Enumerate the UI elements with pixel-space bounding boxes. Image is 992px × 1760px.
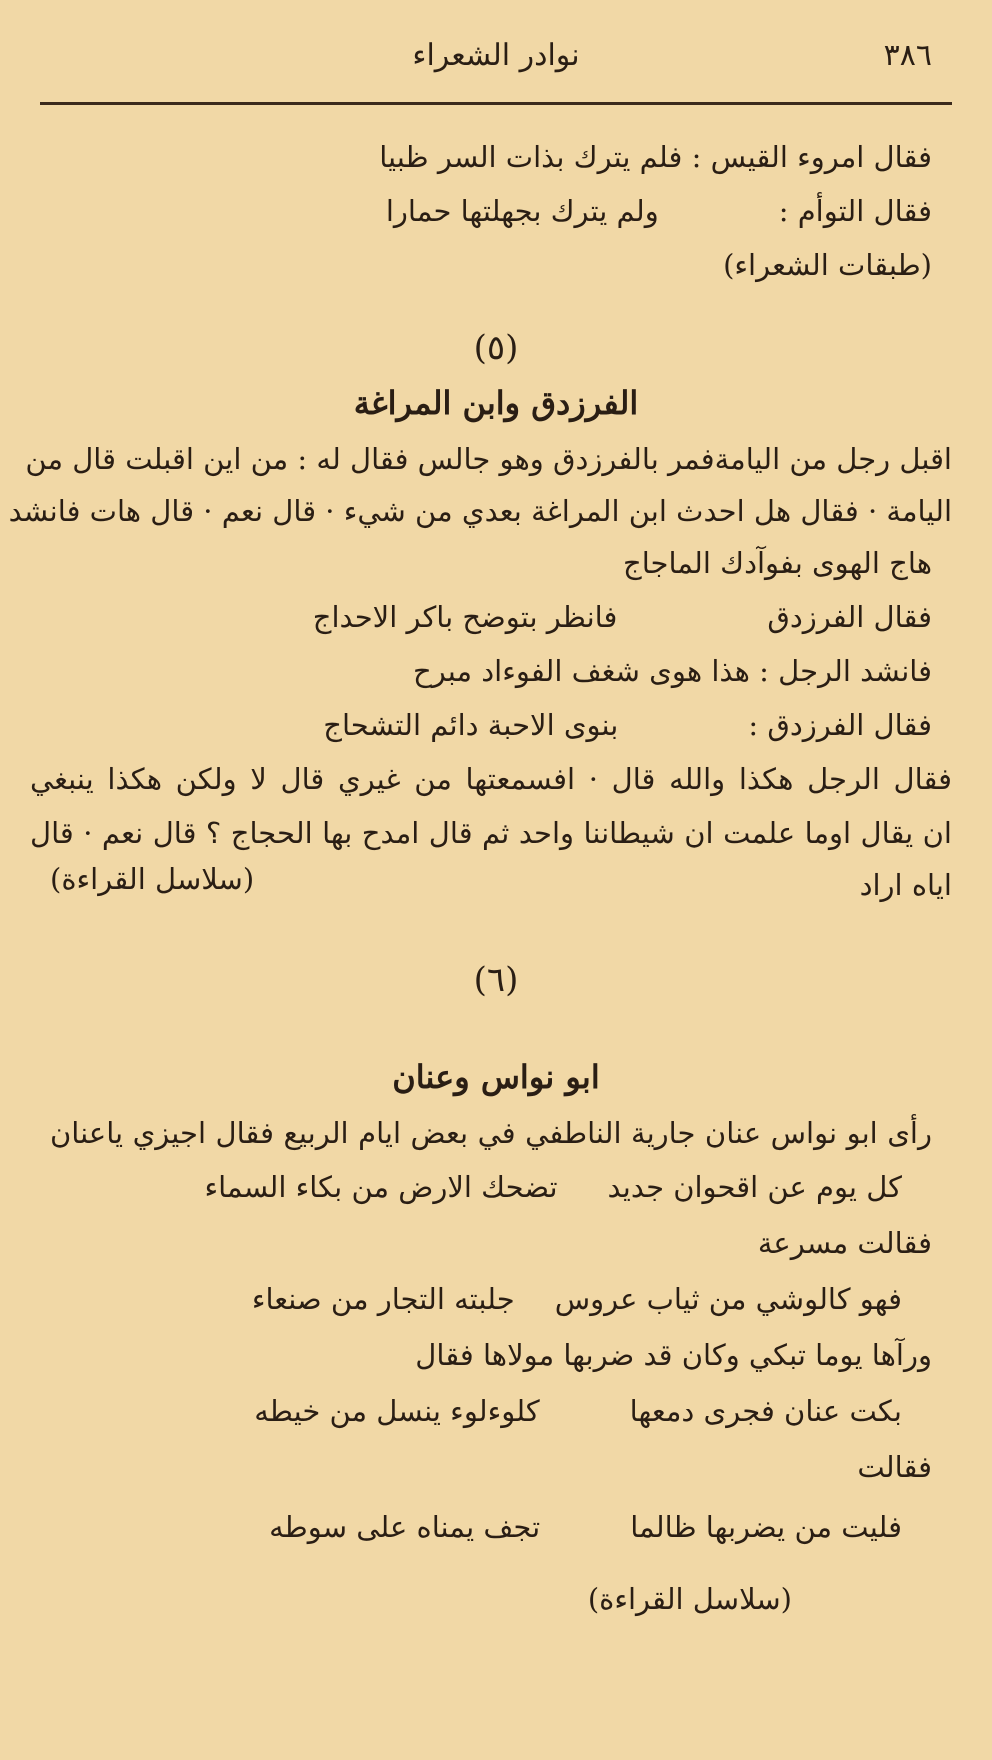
paragraph-line: ورآها يوما تبكي وكان قد ضربها مولاها فقال [415, 1338, 932, 1372]
header-rule [40, 102, 952, 105]
paragraph-line: فقالت [857, 1450, 932, 1484]
paragraph-line: اياه اراد [859, 868, 952, 902]
speaker-label: فقال الفرزدق [767, 600, 932, 634]
paragraph-line: فقالت مسرعة [757, 1226, 932, 1260]
page-header [60, 30, 932, 80]
source-citation: (طبقات الشعراء) [723, 248, 932, 282]
paragraph-line: رأى ابو نواس عنان جارية الناطفي في بعض ايام الربيع فقال اجيزي ياعنان [50, 1116, 932, 1150]
section-number: (٦) [473, 960, 519, 1000]
verse-line [60, 600, 932, 635]
paragraph-line: اقبل رجل من اليامةفمر بالفرزدق وهو جالس فقال له : من اين اقبلت قال من [25, 442, 952, 476]
verse-line [60, 1394, 902, 1429]
verse-line: فانشد الرجل : هذا هوى شغف الفوءاد مبرح [413, 654, 932, 688]
source-citation: (سلاسل القراءة) [50, 862, 255, 896]
source-citation: (سلاسل القراءة) [587, 1582, 792, 1616]
verse-line [60, 1170, 902, 1205]
section-number: (٥) [473, 328, 519, 368]
verse-line [60, 708, 932, 743]
verse-line [60, 194, 932, 229]
running-title: نوادر الشعراء [412, 38, 580, 73]
verse-hemistich: جلبته التجار من صنعاء [251, 1282, 515, 1316]
verse-hemistich: بنوى الاحبة دائم التشحاج [323, 708, 619, 742]
verse-hemistich: فهو كالوشي من ثياب عروس [554, 1282, 902, 1316]
paragraph-line: ان يقال اوما علمت ان شيطاننا واحد ثم قال امدح بها الحجاج ؟ قال نعم · قال [30, 816, 952, 850]
verse-line: هاج الهوى بفوآدك الماجاج [622, 546, 932, 580]
page-number: ٣٨٦ [883, 38, 932, 73]
verse-hemistich: كل يوم عن اقحوان جديد [607, 1170, 902, 1204]
paragraph-line: اليامة · فقال هل احدث ابن المراغة بعدي من شيء · قال نعم · قال هات فانشد [8, 494, 952, 528]
paragraph-line: فقال الرجل هكذا والله قال · افسمعتها من غيري قال لا ولكن هكذا ينبغي [30, 762, 952, 796]
section-title: الفرزدق وابن المراغة [353, 384, 639, 422]
verse-hemistich: ولم يترك بجهلتها حمارا [385, 194, 659, 228]
verse-hemistich: بكت عنان فجرى دمعها [629, 1394, 902, 1428]
verse-hemistich: فانظر بتوضح باكر الاحداج [312, 600, 618, 634]
verse-hemistich: فليت من يضربها ظالما [630, 1510, 902, 1544]
verse-line [60, 1510, 902, 1545]
speaker-label: فقال الفرزدق : [748, 708, 932, 742]
verse-line: فقال امروء القيس : فلم يترك بذات السر ظبيا [379, 140, 932, 174]
verse-hemistich: تضحك الارض من بكاء السماء [204, 1170, 558, 1204]
speaker-label: فقال التوأم : [778, 194, 932, 228]
verse-hemistich: كلوءلوء ينسل من خيطه [254, 1394, 540, 1428]
verse-line [60, 1282, 902, 1317]
verse-hemistich: تجف يمناه على سوطه [269, 1510, 541, 1544]
section-title: ابو نواس وعنان [392, 1058, 600, 1096]
